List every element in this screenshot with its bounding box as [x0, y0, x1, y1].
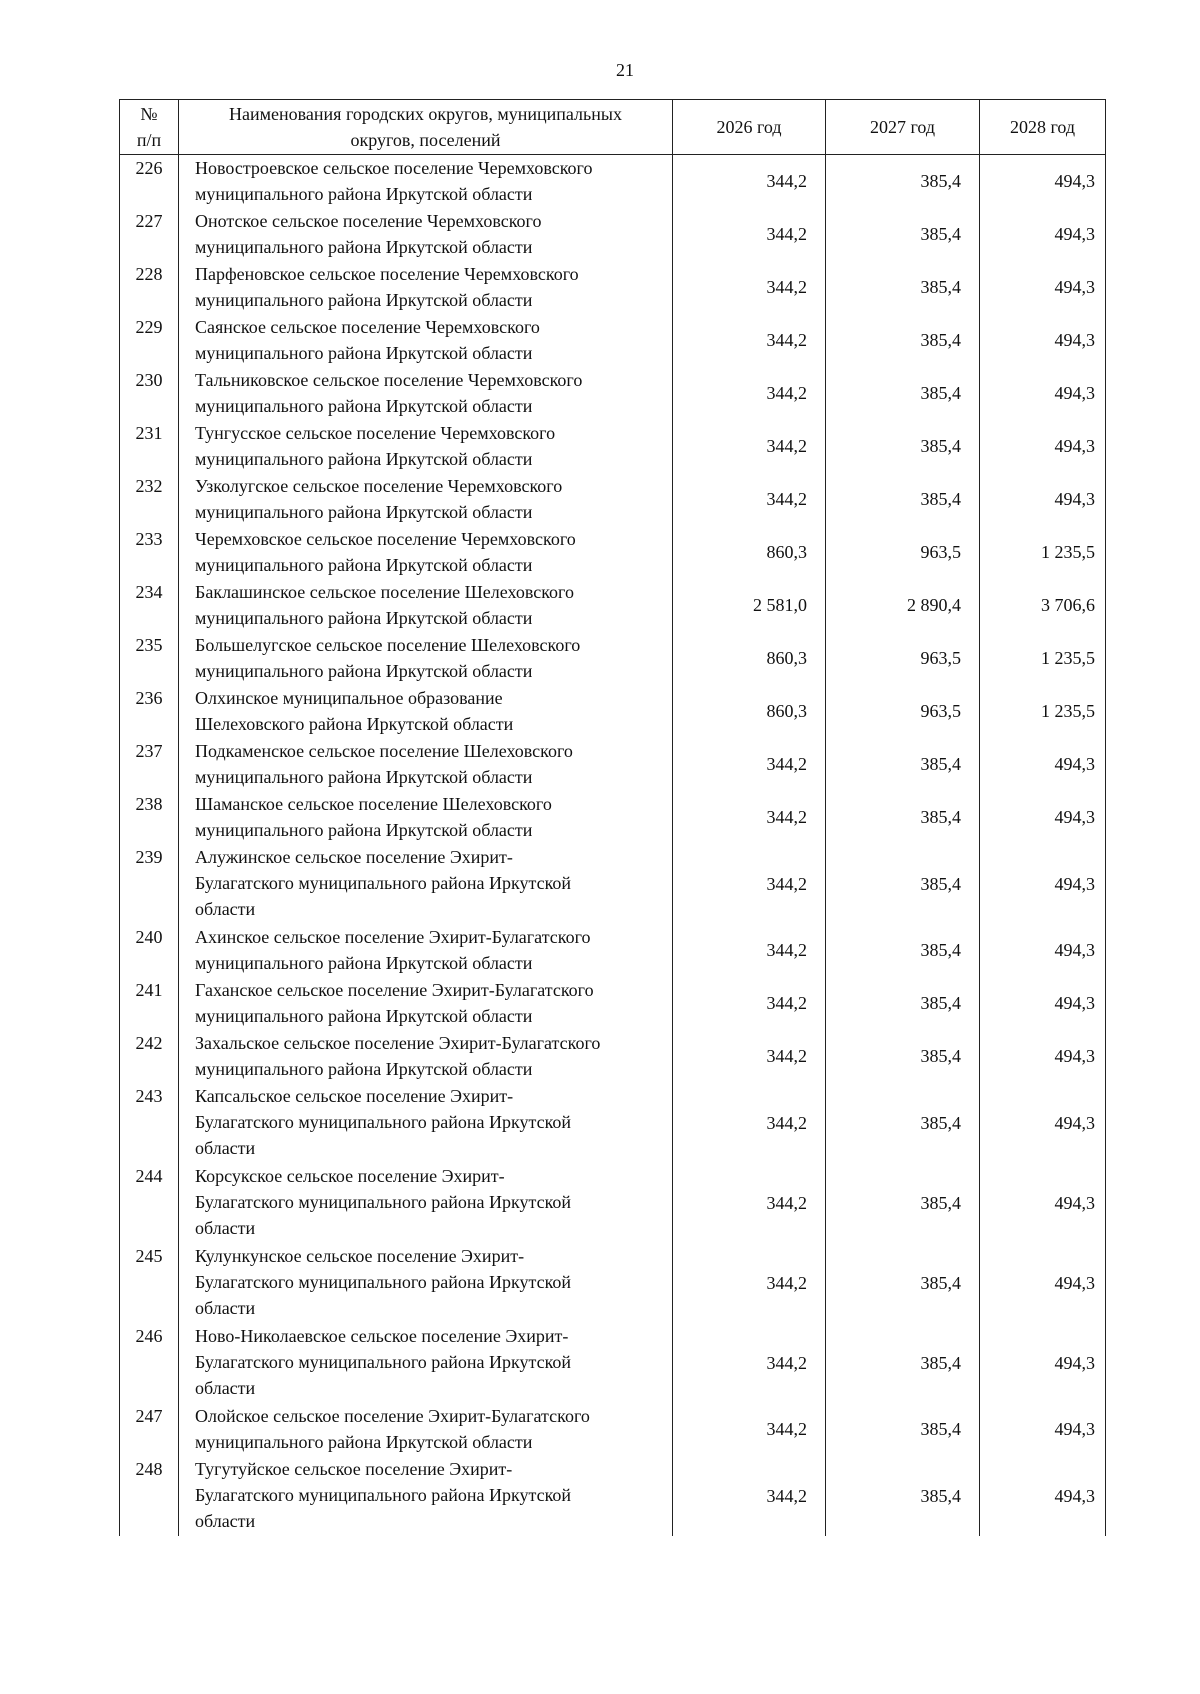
municipality-name: Захальское сельское поселение Эхирит-Булагатского муниципального района Иркутской области — [179, 1030, 673, 1083]
value-2026: 2 581,0 — [673, 579, 826, 632]
value-2026: 344,2 — [673, 977, 826, 1030]
value-2027: 385,4 — [826, 473, 980, 526]
municipality-name: Парфеновское сельское поселение Черемховского муниципального района Иркутской области — [179, 261, 673, 314]
value-2027: 385,4 — [826, 738, 980, 791]
row-number: 227 — [120, 208, 179, 261]
municipality-name: Ново-Николаевское сельское поселение Эхирит- Булагатского муниципального района Иркутской области — [179, 1323, 673, 1403]
municipality-name: Шаманское сельское поселение Шелеховского муниципального района Иркутской области — [179, 791, 673, 844]
value-2028: 494,3 — [980, 420, 1106, 473]
row-number: 226 — [120, 155, 179, 208]
row-number: 242 — [120, 1030, 179, 1083]
municipality-name: Узколугское сельское поселение Черемховского муниципального района Иркутской области — [179, 473, 673, 526]
table-body — [120, 155, 1106, 1536]
table-header — [120, 100, 1106, 155]
municipality-name: Онотское сельское поселение Черемховского муниципального района Иркутской области — [179, 208, 673, 261]
value-2027: 963,5 — [826, 632, 980, 685]
value-2028: 494,3 — [980, 844, 1106, 924]
table-row — [120, 208, 1106, 261]
table-row — [120, 924, 1106, 977]
value-2027: 385,4 — [826, 367, 980, 420]
value-2026: 344,2 — [673, 420, 826, 473]
value-2027: 385,4 — [826, 1243, 980, 1323]
value-2026: 344,2 — [673, 367, 826, 420]
value-2026: 344,2 — [673, 1163, 826, 1243]
header-2028: 2028 год — [980, 100, 1106, 155]
value-2027: 385,4 — [826, 1163, 980, 1243]
header-name: Наименования городских округов, муниципальных округов, поселений — [179, 100, 673, 155]
value-2026: 344,2 — [673, 924, 826, 977]
row-number: 228 — [120, 261, 179, 314]
table-row — [120, 1243, 1106, 1323]
value-2026: 344,2 — [673, 1456, 826, 1536]
municipality-name: Подкаменское сельское поселение Шелеховского муниципального района Иркутской области — [179, 738, 673, 791]
header-2026: 2026 год — [673, 100, 826, 155]
municipality-name: Саянское сельское поселение Черемховского муниципального района Иркутской области — [179, 314, 673, 367]
value-2027: 385,4 — [826, 844, 980, 924]
value-2028: 494,3 — [980, 1323, 1106, 1403]
value-2028: 494,3 — [980, 473, 1106, 526]
value-2026: 860,3 — [673, 526, 826, 579]
value-2028: 494,3 — [980, 208, 1106, 261]
row-number: 239 — [120, 844, 179, 924]
row-number: 231 — [120, 420, 179, 473]
municipality-name: Баклашинское сельское поселение Шелеховского муниципального района Иркутской области — [179, 579, 673, 632]
value-2026: 344,2 — [673, 261, 826, 314]
value-2028: 494,3 — [980, 977, 1106, 1030]
municipality-name: Олойское сельское поселение Эхирит-Булагатского муниципального района Иркутской области — [179, 1403, 673, 1456]
table-row — [120, 1163, 1106, 1243]
header-num: № п/п — [120, 100, 179, 155]
row-number: 237 — [120, 738, 179, 791]
value-2028: 494,3 — [980, 1403, 1106, 1456]
table-row — [120, 685, 1106, 738]
table-row — [120, 1456, 1106, 1536]
header-row — [120, 100, 1106, 155]
table-row — [120, 155, 1106, 208]
value-2027: 385,4 — [826, 1323, 980, 1403]
value-2027: 385,4 — [826, 791, 980, 844]
row-number: 229 — [120, 314, 179, 367]
value-2027: 385,4 — [826, 420, 980, 473]
row-number: 241 — [120, 977, 179, 1030]
value-2027: 385,4 — [826, 1456, 980, 1536]
value-2028: 494,3 — [980, 1163, 1106, 1243]
municipality-name: Тунгусское сельское поселение Черемховского муниципального района Иркутской области — [179, 420, 673, 473]
municipality-name: Тальниковское сельское поселение Черемховского муниципального района Иркутской области — [179, 367, 673, 420]
value-2026: 344,2 — [673, 1403, 826, 1456]
value-2028: 1 235,5 — [980, 632, 1106, 685]
municipality-name: Олхинское муниципальное образование Шелеховского района Иркутской области — [179, 685, 673, 738]
table-row — [120, 1083, 1106, 1163]
table-row — [120, 738, 1106, 791]
value-2026: 344,2 — [673, 1083, 826, 1163]
table-row — [120, 1030, 1106, 1083]
value-2028: 494,3 — [980, 738, 1106, 791]
value-2027: 385,4 — [826, 1083, 980, 1163]
value-2028: 494,3 — [980, 924, 1106, 977]
value-2028: 494,3 — [980, 791, 1106, 844]
table-row — [120, 473, 1106, 526]
value-2027: 385,4 — [826, 155, 980, 208]
table-row — [120, 261, 1106, 314]
value-2026: 344,2 — [673, 473, 826, 526]
table-row — [120, 314, 1106, 367]
value-2026: 344,2 — [673, 738, 826, 791]
row-number: 246 — [120, 1323, 179, 1403]
table-row — [120, 579, 1106, 632]
table-row — [120, 977, 1106, 1030]
municipality-name: Новостроевское сельское поселение Черемховского муниципального района Иркутской области — [179, 155, 673, 208]
municipality-name: Черемховское сельское поселение Черемховского муниципального района Иркутской области — [179, 526, 673, 579]
municipality-name: Кулункунское сельское поселение Эхирит- Булагатского муниципального района Иркутской области — [179, 1243, 673, 1323]
value-2028: 494,3 — [980, 314, 1106, 367]
value-2028: 494,3 — [980, 1456, 1106, 1536]
municipality-name: Тугутуйское сельское поселение Эхирит- Булагатского муниципального района Иркутской области — [179, 1456, 673, 1536]
municipality-name: Алужинское сельское поселение Эхирит- Булагатского муниципального района Иркутской области — [179, 844, 673, 924]
table-row — [120, 791, 1106, 844]
row-number: 232 — [120, 473, 179, 526]
value-2027: 385,4 — [826, 977, 980, 1030]
value-2027: 385,4 — [826, 261, 980, 314]
value-2028: 494,3 — [980, 367, 1106, 420]
table-row — [120, 526, 1106, 579]
value-2028: 1 235,5 — [980, 526, 1106, 579]
row-number: 230 — [120, 367, 179, 420]
row-number: 248 — [120, 1456, 179, 1536]
row-number: 244 — [120, 1163, 179, 1243]
page-number: 21 — [616, 60, 634, 80]
table-row — [120, 1323, 1106, 1403]
value-2026: 860,3 — [673, 685, 826, 738]
value-2027: 385,4 — [826, 314, 980, 367]
header-2027: 2027 год — [826, 100, 980, 155]
row-number: 245 — [120, 1243, 179, 1323]
value-2026: 344,2 — [673, 791, 826, 844]
value-2027: 385,4 — [826, 1030, 980, 1083]
table-row — [120, 367, 1106, 420]
value-2027: 963,5 — [826, 685, 980, 738]
value-2026: 344,2 — [673, 1243, 826, 1323]
row-number: 235 — [120, 632, 179, 685]
row-number: 236 — [120, 685, 179, 738]
table-row — [120, 632, 1106, 685]
value-2026: 344,2 — [673, 1323, 826, 1403]
value-2026: 344,2 — [673, 155, 826, 208]
row-number: 234 — [120, 579, 179, 632]
table-row — [120, 844, 1106, 924]
value-2028: 494,3 — [980, 1243, 1106, 1323]
value-2026: 344,2 — [673, 208, 826, 261]
value-2027: 2 890,4 — [826, 579, 980, 632]
value-2028: 3 706,6 — [980, 579, 1106, 632]
row-number: 243 — [120, 1083, 179, 1163]
value-2026: 344,2 — [673, 1030, 826, 1083]
row-number: 233 — [120, 526, 179, 579]
value-2028: 494,3 — [980, 261, 1106, 314]
value-2027: 385,4 — [826, 1403, 980, 1456]
value-2026: 860,3 — [673, 632, 826, 685]
row-number: 240 — [120, 924, 179, 977]
value-2027: 385,4 — [826, 208, 980, 261]
municipality-name: Капсальское сельское поселение Эхирит- Булагатского муниципального района Иркутской области — [179, 1083, 673, 1163]
value-2028: 1 235,5 — [980, 685, 1106, 738]
municipality-name: Гаханское сельское поселение Эхирит-Булагатского муниципального района Иркутской области — [179, 977, 673, 1030]
value-2028: 494,3 — [980, 1030, 1106, 1083]
municipality-name: Ахинское сельское поселение Эхирит-Булагатского муниципального района Иркутской области — [179, 924, 673, 977]
table-row — [120, 1403, 1106, 1456]
value-2028: 494,3 — [980, 155, 1106, 208]
row-number: 247 — [120, 1403, 179, 1456]
row-number: 238 — [120, 791, 179, 844]
municipality-name: Корсукское сельское поселение Эхирит- Булагатского муниципального района Иркутской области — [179, 1163, 673, 1243]
value-2026: 344,2 — [673, 844, 826, 924]
municipality-name: Большелугское сельское поселение Шелеховского муниципального района Иркутской области — [179, 632, 673, 685]
value-2026: 344,2 — [673, 314, 826, 367]
value-2027: 963,5 — [826, 526, 980, 579]
value-2028: 494,3 — [980, 1083, 1106, 1163]
table-row — [120, 420, 1106, 473]
value-2027: 385,4 — [826, 924, 980, 977]
budget-table — [119, 99, 1106, 1536]
